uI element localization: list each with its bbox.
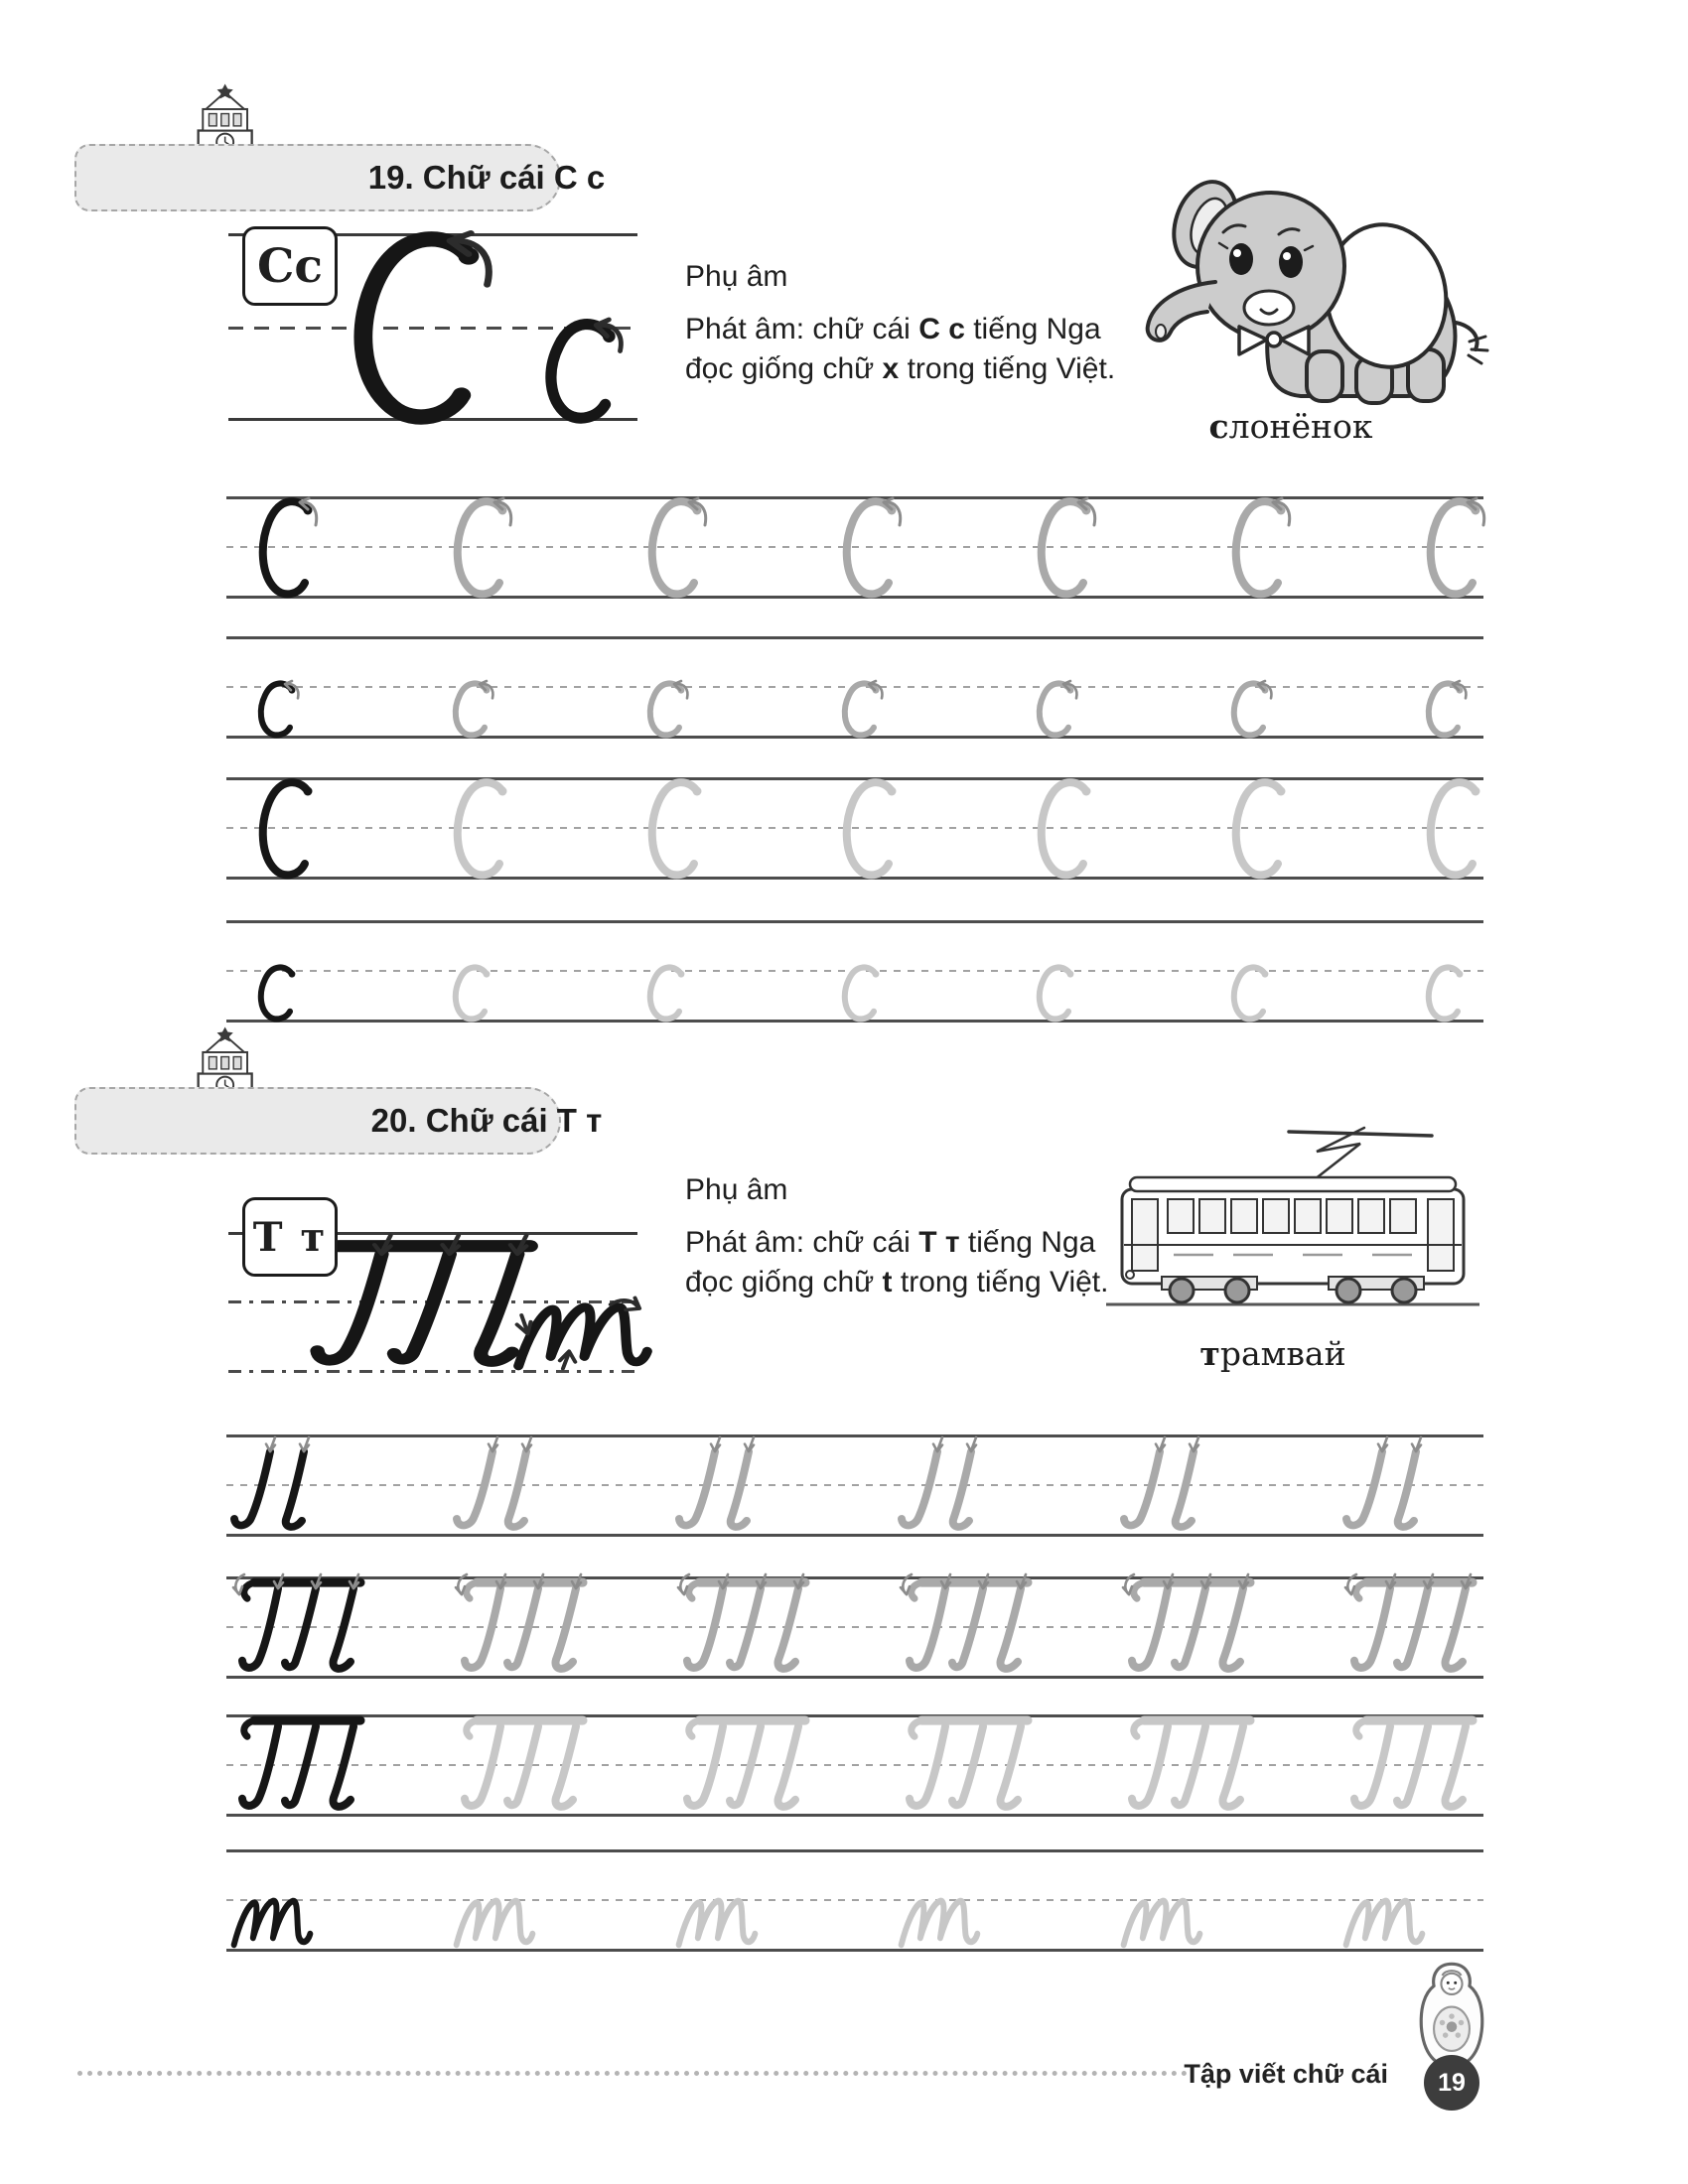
trace-letter-C [1424, 497, 1487, 597]
practice-row [226, 636, 1483, 739]
trace-letter-C [645, 497, 709, 597]
trace-letter-c [840, 681, 886, 737]
trace-letter-m [898, 1893, 981, 1951]
trace-letter-T [230, 1711, 369, 1817]
footer-dotted-line [77, 2071, 1188, 2076]
practice-row [226, 1576, 1483, 1679]
trace-letter-C [451, 497, 514, 597]
trace-letter-c [451, 681, 496, 737]
trace-letter-T [898, 1573, 1037, 1679]
practice-row [226, 777, 1483, 880]
row-midline-dashed [226, 1626, 1483, 1628]
trace-letter-c [1035, 681, 1080, 737]
row-baseline [226, 1576, 1483, 1579]
pron-text: Phát âm: chữ cái [685, 1226, 919, 1259]
trace-letter-m [1342, 1893, 1426, 1951]
trace-letter-C [840, 778, 904, 878]
trace-letter-T [675, 1711, 814, 1817]
model-letter-c-lower [542, 320, 628, 421]
print-letter-box: Cc [242, 226, 338, 306]
trace-letter-C [1424, 778, 1487, 878]
sound-type-label: Phụ âm [685, 1173, 788, 1206]
trace-letter-T [1120, 1573, 1259, 1679]
illustration-caption [1124, 1334, 1422, 1373]
caption-first-letter: т [1199, 1334, 1220, 1373]
pron-letter-bold: x [882, 352, 900, 385]
trace-letter-C [1229, 778, 1293, 878]
row-baseline [226, 1534, 1483, 1537]
trace-letter-C [256, 497, 320, 597]
trace-letter-C [1229, 497, 1293, 597]
trace-letter-T [1342, 1573, 1481, 1679]
trace-letter-T [453, 1711, 592, 1817]
pron-text: trong tiếng Việt. [899, 352, 1116, 385]
trace-letter-c [1229, 965, 1275, 1021]
trace-letter-C [256, 778, 320, 878]
trace-letter-C [645, 778, 709, 878]
pron-text: tiếng Nga [959, 1226, 1096, 1259]
matryoshka-icon [1414, 1958, 1489, 2071]
practice-row [226, 1434, 1483, 1537]
trace-letter-c [1424, 681, 1470, 737]
row-baseline [226, 636, 1483, 639]
trace-letter-m [1120, 1893, 1203, 1951]
trace-letter-l2 [898, 1436, 979, 1536]
practice-row [226, 920, 1483, 1023]
lesson-header [74, 144, 606, 211]
pron-text: đọc giống chữ [685, 352, 883, 385]
trace-letter-l2 [1120, 1436, 1201, 1536]
trace-letter-C [1035, 778, 1098, 878]
pron-text: đọc giống chữ [685, 1266, 883, 1298]
caption-rest: лонёнок [1228, 407, 1373, 446]
model-letter-C-upper [348, 231, 496, 422]
row-baseline [226, 1849, 1483, 1852]
footer-book-title: Tập viết chữ cái [1184, 2059, 1388, 2089]
sound-type-label: Phụ âm [685, 260, 788, 293]
trace-letter-c [1035, 965, 1080, 1021]
row-midline-dashed [226, 1764, 1483, 1766]
trace-letter-c [1424, 965, 1470, 1021]
trace-letter-T [230, 1573, 369, 1679]
trace-letter-m [230, 1893, 314, 1951]
trace-letter-l2 [675, 1436, 757, 1536]
practice-row [226, 496, 1483, 599]
row-baseline [226, 1949, 1483, 1952]
print-letter-box: Т т [242, 1197, 338, 1277]
pron-letter-bold: t [882, 1266, 893, 1298]
trace-letter-c [256, 681, 302, 737]
trace-letter-C [840, 497, 904, 597]
lesson-title: 20. Chữ cái T т [370, 1102, 603, 1139]
pron-letter-bold: C c [918, 313, 965, 345]
lesson-title: 19. Chữ cái C c [367, 159, 606, 196]
pronunciation-text [685, 310, 1182, 389]
trace-letter-T [1342, 1711, 1481, 1817]
trace-letter-c [645, 965, 691, 1021]
trace-letter-T [453, 1573, 592, 1679]
caption-first-letter: с [1208, 407, 1229, 446]
practice-row [226, 1849, 1483, 1952]
row-midline-dashed [226, 1899, 1483, 1901]
pron-text: tiếng Nga [964, 313, 1101, 345]
practice-row [226, 1714, 1483, 1817]
trace-letter-T [898, 1711, 1037, 1817]
trace-letter-C [451, 778, 514, 878]
tram-illustration [1104, 1120, 1481, 1318]
row-baseline [226, 1714, 1483, 1717]
model-letter-t-lower [512, 1297, 653, 1374]
lesson-header [74, 1087, 603, 1155]
pron-letter-bold: T т [918, 1226, 960, 1259]
row-baseline [226, 1814, 1483, 1817]
trace-letter-l2 [230, 1436, 312, 1536]
row-midline-dashed [226, 1484, 1483, 1486]
row-baseline [226, 920, 1483, 923]
trace-letter-c [451, 965, 496, 1021]
row-baseline [226, 1434, 1483, 1437]
trace-letter-c [645, 681, 691, 737]
illustration-caption [1142, 407, 1440, 446]
trace-letter-T [1120, 1711, 1259, 1817]
trace-letter-c [840, 965, 886, 1021]
caption-rest: рамвай [1219, 1334, 1346, 1373]
pron-text: trong tiếng Việt. [892, 1266, 1109, 1298]
pron-text: Phát âm: chữ cái [685, 313, 919, 345]
trace-letter-m [453, 1893, 536, 1951]
trace-letter-c [1229, 681, 1275, 737]
trace-letter-T [675, 1573, 814, 1679]
row-baseline [226, 1676, 1483, 1679]
elephant-illustration [1120, 115, 1493, 409]
trace-letter-l2 [1342, 1436, 1424, 1536]
trace-letter-C [1035, 497, 1098, 597]
page-number-badge: 19 [1424, 2055, 1479, 2111]
trace-letter-m [675, 1893, 759, 1951]
trace-letter-l2 [453, 1436, 534, 1536]
